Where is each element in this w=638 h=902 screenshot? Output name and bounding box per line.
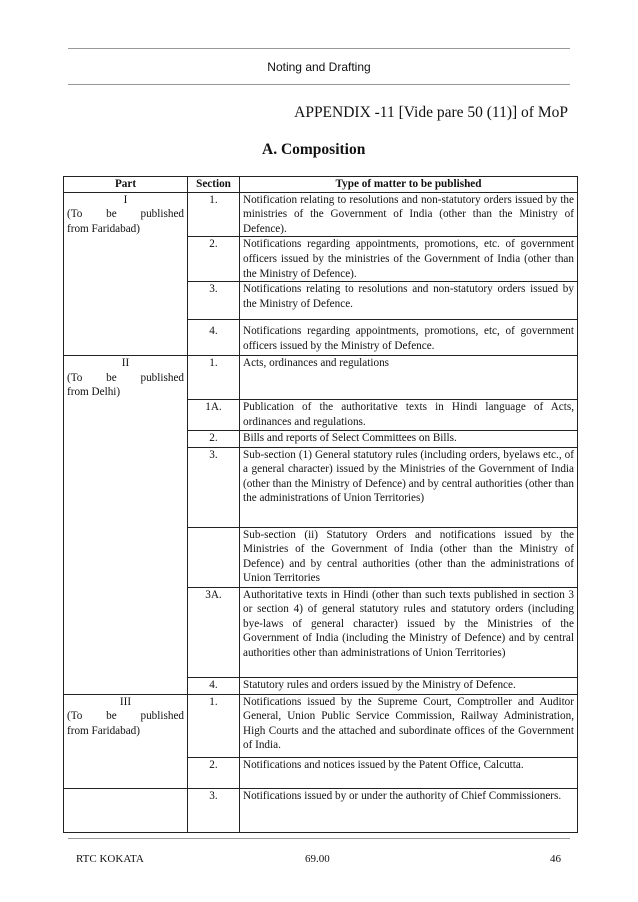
part-cell bbox=[64, 192, 188, 237]
header-rule bbox=[68, 84, 570, 85]
section-number: 3. bbox=[188, 447, 240, 527]
part-cell-continued bbox=[64, 757, 188, 788]
matter-description: Acts, ordinances and regulations bbox=[240, 356, 578, 400]
header-type-of-matter: Type of matter to be published bbox=[240, 177, 578, 193]
part-cell-continued bbox=[64, 447, 188, 527]
matter-description: Statutory rules and orders issued by the Ministry of Defence. bbox=[240, 677, 578, 694]
table-row bbox=[64, 400, 578, 430]
section-number: 1. bbox=[188, 356, 240, 400]
part-publication-note: (To be published bbox=[67, 208, 184, 221]
footer-rule bbox=[68, 838, 570, 839]
table-row bbox=[64, 320, 578, 356]
section-number: 2. bbox=[188, 237, 240, 282]
part-number: III bbox=[119, 695, 132, 708]
part-number: I bbox=[123, 193, 128, 206]
matter-description: Publication of the authoritative texts in Hindi language of Acts, ordinances and regulations. bbox=[240, 400, 578, 430]
table-row bbox=[64, 192, 578, 237]
table-row bbox=[64, 237, 578, 282]
matter-description: Authoritative texts in Hindi (other than such texts published in section 3 or section 4) of general statutory rules and statutory orders (including bye-laws of general character) issued by the Ministries of the Government of India (including the Ministry of Defence) and by central authorities other than administrations of Union Territories) bbox=[240, 587, 578, 677]
header-part: Part bbox=[64, 177, 188, 193]
section-number: 3. bbox=[188, 282, 240, 320]
section-number: 3A. bbox=[188, 587, 240, 677]
header-section: Section bbox=[188, 177, 240, 193]
table-row bbox=[64, 587, 578, 677]
table-row bbox=[64, 447, 578, 527]
matter-description: Notifications relating to resolutions and non-statutory orders issued by the Ministry of Defence. bbox=[240, 282, 578, 320]
table-row bbox=[64, 356, 578, 400]
section-number: 3. bbox=[188, 788, 240, 832]
part-cell-empty bbox=[64, 788, 188, 832]
part-cell-continued bbox=[64, 587, 188, 677]
table-row bbox=[64, 788, 578, 832]
top-rule bbox=[68, 48, 570, 49]
part-cell-continued bbox=[64, 320, 188, 356]
section-number: 1. bbox=[188, 694, 240, 757]
part-cell-continued bbox=[64, 282, 188, 320]
part-publication-note: (To be published bbox=[67, 371, 184, 384]
section-number bbox=[188, 527, 240, 587]
section-number: 1A. bbox=[188, 400, 240, 430]
table-row bbox=[64, 757, 578, 788]
matter-description: Notification relating to resolutions and non-statutory orders issued by the ministries of the Government of India (other than the Ministry of Defence). bbox=[240, 192, 578, 237]
section-number: 4. bbox=[188, 677, 240, 694]
section-number: 2. bbox=[188, 430, 240, 447]
table-row bbox=[64, 694, 578, 757]
matter-description: Sub-section (1) General statutory rules (including orders, byelaws etc., of a general character) issued by the Ministries of the Government of India (other than the Ministry of Defence) and by central authorities (other than the administrations of Union Territories) bbox=[240, 447, 578, 527]
part-number: II bbox=[121, 357, 130, 370]
matter-description: Notifications regarding appointments, promotions, etc. of government officers issued by the ministries of the Government of India (other than the Ministry of Defence). bbox=[240, 237, 578, 282]
footer-center: 69.00 bbox=[305, 853, 330, 865]
composition-table bbox=[63, 176, 578, 833]
table-row bbox=[64, 677, 578, 694]
section-number: 4. bbox=[188, 320, 240, 356]
section-number: 1. bbox=[188, 192, 240, 237]
footer-page-number: 46 bbox=[550, 853, 561, 865]
section-heading: A. Composition bbox=[262, 141, 366, 158]
footer-left: RTC KOKATA bbox=[76, 853, 144, 865]
matter-description: Notifications issued by the Supreme Court, Comptroller and Auditor General, Union Public Service Commission, Railway Administration, High Courts and the attached and subordinate offices of the Government of India. bbox=[240, 694, 578, 757]
matter-description: Notifications and notices issued by the Patent Office, Calcutta. bbox=[240, 757, 578, 788]
part-publication-place: from Faridabad) bbox=[67, 724, 141, 737]
matter-description: Sub-section (ii) Statutory Orders and notifications issued by the Ministries of the Government of India (other than the Ministry of Defence) and by central authorities (other than the administrations of Union Territories bbox=[240, 527, 578, 587]
table-row bbox=[64, 282, 578, 320]
part-cell-continued bbox=[64, 527, 188, 587]
appendix-title: APPENDIX -11 [Vide pare 50 (11)] of MoP bbox=[294, 104, 568, 121]
part-cell-continued bbox=[64, 400, 188, 430]
running-title: Noting and Drafting bbox=[267, 60, 371, 74]
part-publication-note: (To be published bbox=[67, 710, 184, 723]
part-cell-continued bbox=[64, 677, 188, 694]
table-row bbox=[64, 527, 578, 587]
matter-description: Notifications issued by or under the authority of Chief Commissioners. bbox=[240, 788, 578, 832]
part-publication-place: from Faridabad) bbox=[67, 222, 141, 235]
matter-description: Bills and reports of Select Committees on Bills. bbox=[240, 430, 578, 447]
section-number: 2. bbox=[188, 757, 240, 788]
table-header-row bbox=[64, 177, 578, 193]
table-row bbox=[64, 430, 578, 447]
part-cell bbox=[64, 356, 188, 400]
part-cell-continued bbox=[64, 430, 188, 447]
matter-description: Notifications regarding appointments, promotions, etc, of government officers issued by the Ministry of Defence. bbox=[240, 320, 578, 356]
part-publication-place: from Delhi) bbox=[67, 386, 121, 399]
part-cell bbox=[64, 694, 188, 757]
part-cell-continued bbox=[64, 237, 188, 282]
